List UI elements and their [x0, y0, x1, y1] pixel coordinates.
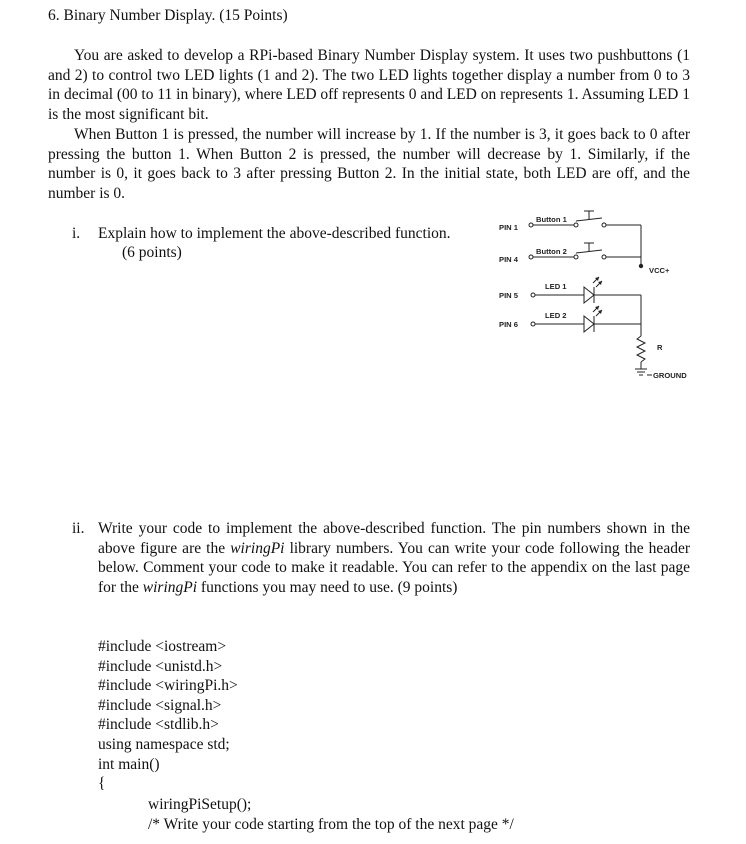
led1-symbol: [584, 287, 594, 303]
part-ii-lib2: wiringPi: [142, 578, 198, 596]
intro-paragraph: You are asked to develop a RPi-based Binary Number Display system. It uses two pushbuttons (1 and 2) to control two LED lights (1 and 2). The two LED lights together display a number from 0 to 3 in decimal (00 to 11 in binary), where LED off represents 0 and LED on represents 1. Assuming LED 1 is the most significant bit.: [48, 47, 690, 123]
pin5-label: PIN 5: [499, 291, 518, 300]
led1-label: LED 1: [545, 282, 567, 291]
pin4-label: PIN 4: [499, 255, 518, 264]
pin5-terminal: [531, 293, 535, 297]
part-ii-text-b: library numbers. You can write your code following the header below. Comment your code to make it readable. You can refer to the appendix on the last page for the: [98, 539, 690, 596]
behavior-paragraph: When Button 1 is pressed, the number will increase by 1. If the number is 3, it goes back to 0 after pressing the button 1. When Button 2 is pressed, the number will decrease by 1. Similarly, if the number is 0, it goes back to 3 after pressing Button 2. In the initial state, both LED are off, and the number is 0.: [48, 126, 690, 202]
part-ii-text: [98, 519, 690, 597]
vcc-node: [639, 264, 643, 268]
pin6-label: PIN 6: [499, 320, 518, 329]
part-ii-lib: wiringPi: [230, 539, 285, 557]
pin4-terminal: [529, 255, 533, 259]
part-i-number: i.: [72, 225, 81, 242]
code-line: #include <wiringPi.h>: [98, 677, 238, 695]
resistor-label: R: [657, 343, 663, 352]
code-body: [148, 795, 514, 834]
code-header: [98, 637, 238, 794]
part-ii-text-a: Write your code to implement the above-described function. The pin numbers shown in the above figure are the: [98, 520, 690, 557]
ground-label: GROUND: [653, 371, 687, 380]
code-line: /* Write your code starting from the top of the next page */: [148, 815, 514, 833]
part-ii-number: ii.: [72, 520, 85, 537]
part-i-text: Explain how to implement the above-described function.: [98, 225, 451, 242]
button2-label: Button 2: [536, 247, 567, 256]
vcc-label: VCC+: [649, 266, 670, 275]
pin6-terminal: [531, 322, 535, 326]
code-line: #include <stdlib.h>: [98, 716, 219, 734]
code-line: int main(): [98, 755, 160, 773]
led2-label: LED 2: [545, 311, 567, 320]
pin1-label: PIN 1: [499, 223, 518, 232]
code-line: {: [98, 775, 106, 793]
circuit-diagram: [496, 203, 704, 389]
part-i-points: (6 points): [122, 244, 182, 261]
part-ii-text-c: functions you may need to use. (9 points): [197, 578, 458, 596]
code-line: #include <iostream>: [98, 638, 227, 655]
code-line: #include <unistd.h>: [98, 657, 223, 675]
code-line: wiringPiSetup();: [148, 796, 252, 813]
resistor-symbol: [637, 336, 645, 362]
code-line: #include <signal.h>: [98, 696, 222, 714]
button1-label: Button 1: [536, 215, 567, 224]
led2-symbol: [584, 316, 594, 332]
code-line: using namespace std;: [98, 735, 230, 753]
question-heading: 6. Binary Number Display. (15 Points): [48, 7, 288, 24]
pin1-terminal: [529, 223, 533, 227]
